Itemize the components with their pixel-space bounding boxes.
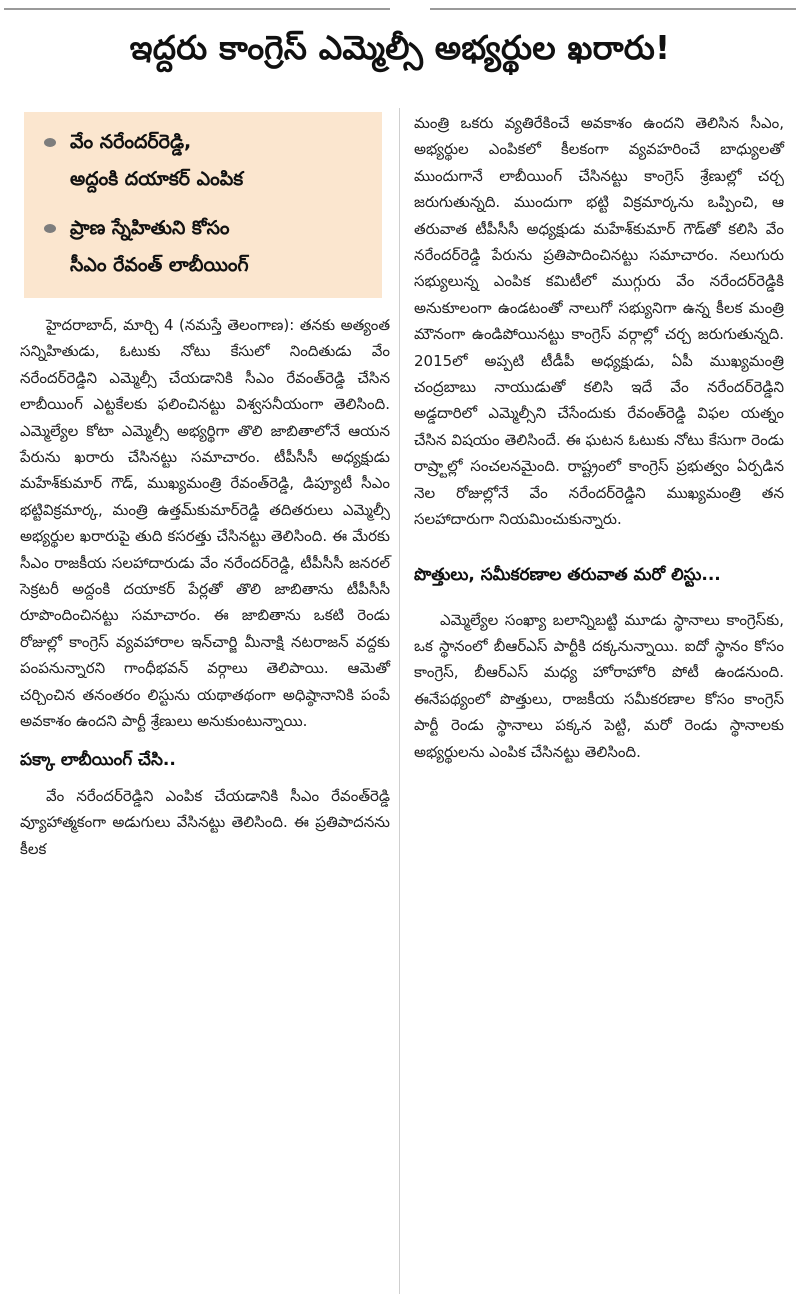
highlight-line: వేం నరేందర్‌రెడ్డి, [70,131,192,153]
article-paragraph: హైదరాబాద్, మార్చి 4 (నమస్తే తెలంగాణ): తనకు అత్యంత సన్నిహితుడు, ఓటుకు నోటు కేసులో నిందితుడు వేం నరేందర్‌రెడ్డిని ఎమ్మెల్సీ చేయడానికి సీఎం రేవంత్‌రెడ్డి చేసిన లాబీయింగ్ ఎట్టకేలకు ఫలించినట్టు విశ్వసనీయంగా తెలిసింది. ఎమ్మెల్యేల కోటా ఎమ్మెల్సీ అభ్యర్థిగా తొలి జాబితాలోనే ఆయన పేరును ఖరారు చేసినట్టు సమాచారం. టీపీసీసీ అధ్యక్షుడు మహేశ్‌కుమార్ గౌడ్, ముఖ్యమంత్రి రేవంత్‌రెడ్డి, డిప్యూటీ సీఎం భట్టివిక్రమార్క, మంత్రి ఉత్తమ్‌కుమార్‌రెడ్డి తదితరులు ఎమ్మెల్సీ అభ్యర్థుల ఖరారుపై తుది కసరత్తు చేసినట్టు తెలిసింది. ఈ మేరకు సీఎం రాజకీయ సలహాదారుడు వేం నరేందర్‌రెడ్డి, టీపీసీసీ జనరల్ సెక్రటరీ అద్దంకి దయాకర్ పేర్లతో తొలి జాబితాను టీపీసీసీ రూపొందించినట్టు సమాచారం. ఈ జాబితాను ఒకటి రెండు రోజుల్లో కాంగ్రెస్ వ్యవహారాల ఇన్‌చార్జి మీనాక్షి నటరాజన్ వద్దకు పంపనున్నారని గాంధీభవన్ వర్గాలు తెలిపాయి. ఆమెతో చర్చించిన తనంతరం లిస్టును యథాతథంగా అధిష్ఠానానికి పంపే అవకాశం ఉందని పార్టీ శ్రేణులు అనుకుంటున్నాయి. [20,316,390,731]
article-paragraph: మంత్రి ఒకరు వ్యతిరేకించే అవకాశం ఉందని తెలిసిన సీఎం, అభ్యర్థుల ఎంపికలో కీలకంగా వ్యవహరించే బాధ్యులతో ముందుగానే లాబీయింగ్ చేసినట్టు కాంగ్రెస్ శ్రేణుల్లో చర్చ జరుగుతున్నది. ముందుగా భట్టి విక్రమార్కను ఒప్పించి, ఆ తరువాత టీపీసీసీ అధ్యక్షుడు మహేశ్‌కుమార్ గౌడ్‌తో కలిసి వేం నరేందర్‌రెడ్డి పేరును ప్రతిపాదించినట్టు సమాచారం. నలుగురు సభ్యులున్న ఎంపిక కమిటీలో ముగ్గురు వేం నరేందర్‌రెడ్డికి అనుకూలంగా ఉండటంతో నాలుగో సభ్యునిగా ఉన్న కీలక మంత్రి మౌనంగా ఉండిపోయినట్టు కాంగ్రెస్ వర్గాల్లో చర్చ జరుగుతున్నది. 2015లో అప్పటి టీడీపీ అధ్యక్షుడు, ఏపీ ముఖ్యమంత్రి చంద్రబాబు నాయుడుతో కలిసి ఇదే వేం నరేందర్‌రెడ్డిని అడ్డదారిలో ఎమ్మెల్సీని చేసేందుకు రేవంత్‌రెడ్డి విఫల యత్నం చేసిన విషయం తెలిసిందే. ఈ ఘటన ఓటుకు నోటు కేసుగా రెండు రాష్ర్టాల్లో సంచలనమైంది. రాష్ట్రంలో కాంగ్రెస్ ప్రభుత్వం ఏర్పడిన నెల రోజుల్లోనే వేం నరేందర్‌రెడ్డిని ముఖ్యమంత్రి తన సలహాదారుగా నియమించుకున్నారు. [414,114,784,529]
article-column-left [20,312,390,862]
article-column-right [414,110,784,765]
article-paragraph: వేం నరేందర్‌రెడ్డిని ఎంపిక చేయడానికి సీఎం రేవంత్‌రెడ్డి వ్యూహాత్మకంగా అడుగులు వేసినట్టు తెలిసింది. ఈ ప్రతిపాదనను కీలక [20,786,390,858]
top-rule-right [430,8,796,10]
highlights-box [24,112,382,298]
subheading: పొత్తులు, సమీకరణాల తరువాత మరో లిస్టు... [414,564,721,585]
article-paragraph: ఎమ్మెల్యేల సంఖ్యా బలాన్నిబట్టి మూడు స్థానాలు కాంగ్రెస్‌కు, ఒక స్థానంలో బీఆర్‌ఎస్ పార్టీకి దక్కనున్నాయి. ఐదో స్థానం కోసం కాంగ్రెస్, బీఆర్‌ఎస్ మధ్య హోరాహోరి పోటీ ఉండనుంది. ఈనేపథ్యంలో పొత్తులు, రాజకీయ సమీకరణాల కోసం కాంగ్రెస్ పార్టీ రెండు స్థానాలు పక్కన పెట్టి, మరో రెండు స్థానాలకు అభ్యర్థులను ఎంపిక చేసినట్టు తెలిసింది. [414,610,784,761]
highlight-line: అద్దంకి దయాకర్ ఎంపిక [70,168,244,190]
highlight-item [44,210,376,284]
bullet-icon [44,138,56,147]
highlight-item [44,124,376,198]
highlight-line: సీఎం రేవంత్ లాబీయింగ్ [70,254,249,276]
top-rule-left [4,8,390,10]
subheading: పక్కా లాబీయింగ్ చేసి.. [20,749,176,770]
column-divider [399,108,400,1294]
headline: ఇద్దరు కాంగ్రెస్ ఎమ్మెల్సీ అభ్యర్థుల ఖరారు! [129,28,671,67]
highlight-line: ప్రాణ స్నేహితుని కోసం [70,217,230,239]
bullet-icon [44,224,56,233]
